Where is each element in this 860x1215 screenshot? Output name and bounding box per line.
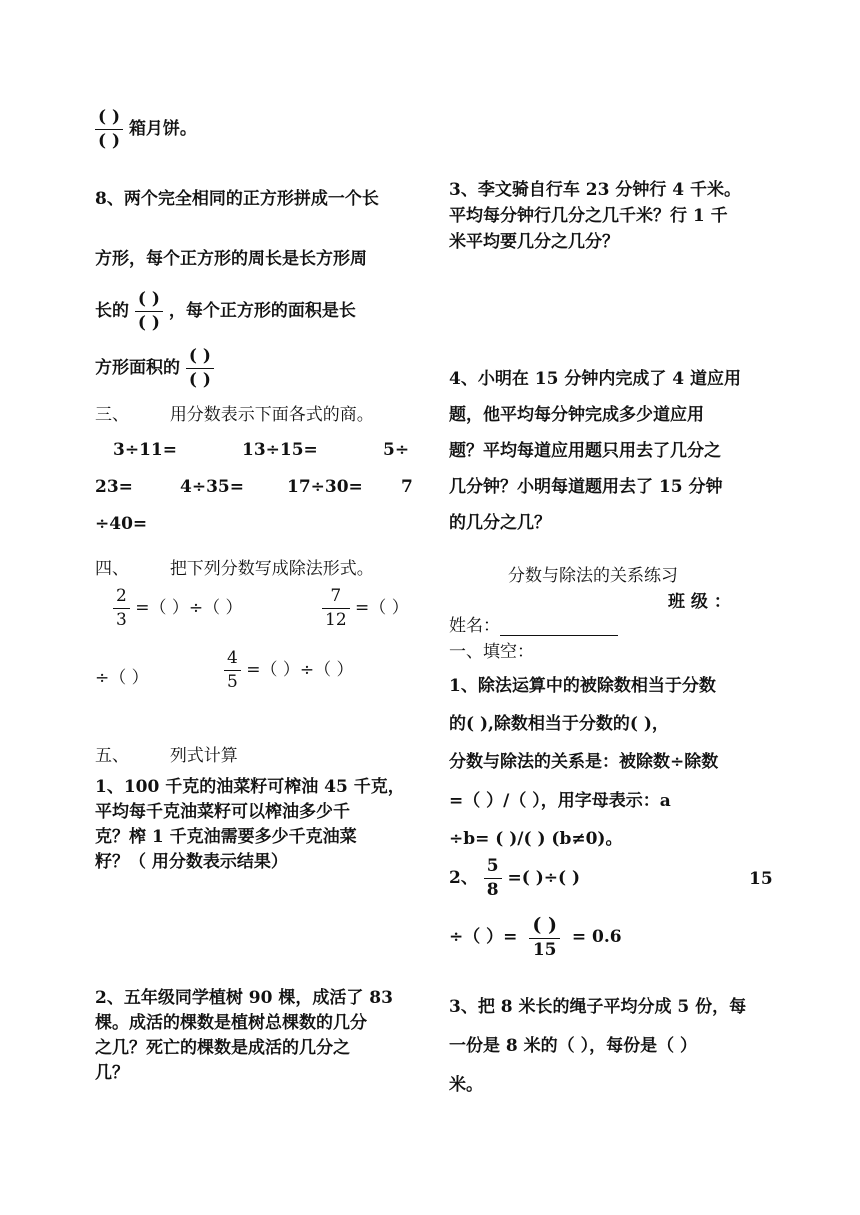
q3-line: 平均每分钟行几分之几千米？行 1 千 [449,206,728,226]
fraction-numerator: ( ) [188,346,211,366]
p1-line: 1、除法运算中的被除数相当于分数 [449,676,716,696]
sec5-q2-line: 棵。成活的棵数是植树总棵数的几分 [95,1013,367,1033]
q4-line: 的几分之几？ [449,513,551,533]
worksheet-title: 分数与除法的关系练习 [508,566,678,586]
fraction-denominator: 12 [325,610,347,630]
section-title: 用分数表示下面各式的商。 [169,405,374,425]
fraction-bar [322,608,350,609]
section-3-title [95,400,374,425]
sec3-item: 4÷35= [180,477,244,497]
fraction-bar [186,368,214,369]
fraction-denominator: 5 [227,672,238,692]
sec3-item: 13÷15= [242,440,318,460]
fraction [529,915,560,960]
q8-line-3-pre: 长的 [95,301,129,321]
q4-line: 几分钟？小明每道题用去了 15 分钟 [449,477,723,497]
fraction-bar [224,670,241,671]
q4-line: 题？平均每道应用题只用去了几分之 [449,441,721,461]
p1-line: 的( ),除数相当于分数的( )， [449,714,669,734]
q3-line: 米平均要几分之几分？ [449,232,619,252]
fill-title: 一、填空： [449,642,534,662]
section-title: 列式计算 [169,746,238,766]
q4-line: 题，他平均每分钟完成多少道应用 [449,405,704,425]
top-fraction-line [95,108,197,151]
p2b-line [449,915,622,960]
name-blank [500,619,618,636]
name-row [449,611,618,636]
q3-line: 3、李文骑自行车 23 分钟行 4 千米。 [449,180,741,200]
sec4-item-3 [224,649,354,692]
fraction [113,587,130,630]
fraction [95,108,123,151]
section-5-title [95,741,238,766]
fraction-suffix: 箱月饼。 [128,119,197,139]
sec5-q1-line: 克？榨 1 千克油需要多少千克油菜 [95,827,357,847]
p2b-post: = 0.6 [571,927,622,947]
fraction [224,649,241,692]
q8-line-4 [95,347,214,390]
fraction-bar [113,608,130,609]
expression: =( )÷( ) [507,868,581,888]
fraction [322,587,350,630]
fraction [186,347,214,390]
fraction-numerator: 7 [330,586,342,606]
class-label: 班 级 ： [668,592,731,612]
p3-line: 3、把 8 米长的绳子平均分成 5 份，每 [449,997,747,1017]
sec5-q1-line: 1、100 千克的油菜籽可榨油 45 千克， [95,777,405,797]
fraction-bar [529,938,560,939]
fraction-denominator: ( ) [188,370,211,390]
sec4-item-2 [322,587,409,630]
sec3-item: 7 [401,477,413,497]
p2b-pre: ÷（ ）= [449,927,518,947]
sec4-row2-pre: ÷（ ） [95,668,149,688]
fraction [135,290,163,333]
fraction-numerator: 4 [227,648,238,668]
section-number: 三、 [95,405,129,425]
fraction-bar [95,129,123,130]
p2-right: 15 [749,869,773,889]
name-label: 姓名： [449,616,500,636]
fraction [484,857,502,900]
q8-line-1: 8、两个完全相同的正方形拼成一个长 [95,189,379,209]
q8-line-3-post: ，每个正方形的面积是长 [168,301,356,321]
p2-line [449,857,580,900]
sec3-item: 23= [95,477,133,497]
p1-line: =（ ）/（ ），用字母表示：a [449,791,671,811]
fraction-bar [484,878,502,879]
section-number: 四、 [95,559,129,579]
fraction-denominator: ( ) [137,313,160,333]
sec5-q1-line: 籽？（ 用分数表示结果） [95,852,288,872]
section-number: 五、 [95,746,129,766]
section-4-title [95,554,374,579]
fraction-denominator: 3 [116,610,127,630]
sec3-item: 5÷ [383,440,410,460]
p3-line: 一份是 8 米的（ ），每份是（ ） [449,1036,698,1056]
fraction-denominator: 15 [532,940,557,960]
p1-line: ÷b= ( )/( ) (b≠0)。 [449,829,623,849]
sec3-item: 3÷11= [113,440,177,460]
sec5-q1-line: 平均每千克油菜籽可以榨油多少千 [95,802,350,822]
fraction-numerator: 2 [116,586,127,606]
sec4-item-1 [113,587,243,630]
expression: =（ ）÷（ ） [246,660,354,680]
fraction-numerator: 5 [486,856,499,876]
sec5-q2-line: 之几？死亡的棵数是成活的几分之 [95,1038,350,1058]
p2-pre: 2、 [449,868,478,888]
fraction-denominator: 8 [486,880,499,900]
fraction-numerator: ( ) [98,107,121,127]
sec3-item: ÷40= [95,514,148,534]
sec5-q2-line: 几？ [95,1063,129,1083]
expression: =（ ） [355,598,409,618]
q8-line-3 [95,290,356,333]
q4-line: 4、小明在 15 分钟内完成了 4 道应用 [449,369,741,389]
fraction-bar [135,311,163,312]
fraction-numerator: ( ) [137,289,160,309]
p1-line: 分数与除法的关系是：被除数÷除数 [449,752,719,772]
q8-line-4-pre: 方形面积的 [95,358,180,378]
fraction-numerator: ( ) [532,914,557,936]
sec3-item: 17÷30= [287,477,363,497]
fraction-denominator: ( ) [98,131,121,151]
section-title: 把下列分数写成除法形式。 [169,559,374,579]
p3-line: 米。 [449,1075,483,1095]
q8-line-2: 方形，每个正方形的周长是长方形周 [95,249,367,269]
sec5-q2-line: 2、五年级同学植树 90 棵，成活了 83 [95,988,393,1008]
expression: =（ ）÷（ ） [135,598,243,618]
